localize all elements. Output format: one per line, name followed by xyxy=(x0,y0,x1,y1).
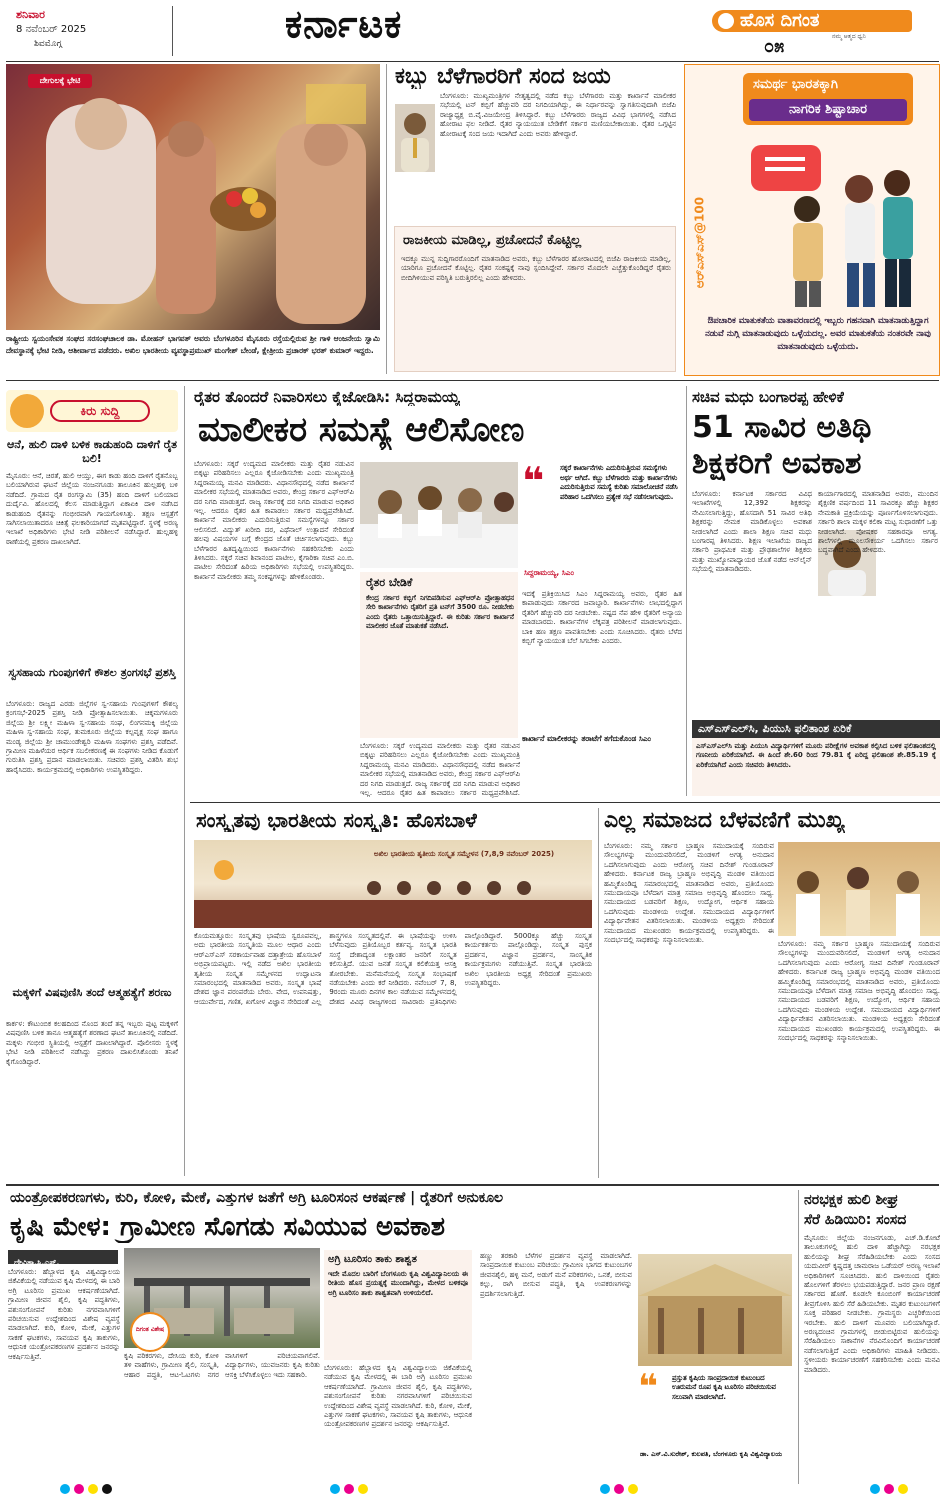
registration-mark-icon xyxy=(74,1484,84,1494)
agri-tourism-box: ಅಗ್ರಿ ಟೂರಿಸಂ ತಾಕು ಶಾಶ್ವತ ಇದೇ ಮೊದಲ ಬಾರಿಗೆ ಬೆಂಗಳೂರು ಕೃಷಿ ವಿಶ್ವವಿದ್ಯಾನಿಲಯ ಈ ರೀತಿಯ ಹೊಸ ಪ್ರಯತ್ನಕ್ಕೆ ಮುಂದಾಗಿದ್ದು, ಮೇಳದ ಬಳಿಕವೂ ಅಗ್ರಿ ಟೂರಿಸಂ ತಾಕು ಶಾಶ್ವತವಾಗಿ ಉಳಿಯಲಿದೆ. xyxy=(324,1250,472,1360)
agri-kicker: ಯಂತ್ರೋಪಕರಣಗಳು, ಕುರಿ, ಕೋಳಿ, ಮೇಕೆ, ಎತ್ತುಗಳ ಜತೆಗೆ ಅಗ್ರಿ ಟೂರಿಸಂನ ಆಕರ್ಷಣೆ | ರೈತರಿಗೆ ಅನುಕೂಲ xyxy=(10,1190,504,1206)
brief1-headline: ಆನೆ, ಹುಲಿ ದಾಳಿ ಬಳಿಕ ಕಾಡುಹಂದಿ ದಾಳಿಗೆ ರೈತ ಬಲಿ! xyxy=(6,438,178,465)
hosabale-headline: ಸಂಸ್ಕೃತವು ಭಾರತೀಯ ಸಂಸ್ಕೃತಿ: ಹೊಸಬಾಳೆ xyxy=(196,808,477,832)
conference-banner: ಅಖಿಲ ಭಾರತೀಯ ತೃತೀಯ ಸಂಸ್ಕೃತ ಸಮ್ಮೇಳನ (7,8,9 ನವೆಂಬರ್ 2025) xyxy=(373,850,555,858)
teachers-body2: ಕಾರ್ಯಾಗಾರದಲ್ಲಿ ಮಾತನಾಡಿದ ಅವರು, ಮುಂದಿನ ಶೈಕ್ಷಣಿಕ ವರ್ಷದಿಂದ 11 ಸಾವಿರಕ್ಕೂ ಹೆಚ್ಚು ಶಿಕ್ಷಕರ ನೇಮಕಾತಿ ಪ್ರಕ್ರಿಯೆಯನ್ನು ಪೂರ್ಣಗೊಳಿಸಲಾಗುವುದು. ಸರ್ಕಾರಿ ಶಾಲಾ ಮಕ್ಕಳ ಕಲಿಕಾ ಮಟ್ಟ ಸುಧಾರಣೆಗೆ ಒತ್ತು ನೀಡಲಾಗಿದೆ. ಪೋಷಕರ ಸಹಕಾರವೂ ಅಗತ್ಯ. ಶಾಲೆಗಳಲ್ಲಿ ಮೂಲಸೌಕರ್ಯ ಒದಗಿಸಲು ಸರ್ಕಾರ ಬದ್ಧವಾಗಿದೆ ಎಂದು ಹೇಳಿದರು. xyxy=(818,490,938,555)
teachers-headline2: ಶಿಕ್ಷಕರಿಗೆ ಅವಕಾಶ xyxy=(692,446,862,481)
registration-mark-icon xyxy=(898,1484,908,1494)
quote-attribution: ಸಿದ್ದರಾಮಯ್ಯ, ಸಿಎಂ xyxy=(524,568,574,577)
quote-mark-icon: ❝ xyxy=(522,459,545,503)
sslc-box: ಎಸ್‌ಎಸ್‌ಎಲ್‌ಸಿ, ಪಿಯುಸಿ ಫಲಿತಾಂಶ ಏರಿಕೆ ಎಸ್‌ಎಸ್‌ಎಲ್‌ಸಿ ಮತ್ತು ಪಿಯುಸಿ ವಿದ್ಯಾರ್ಥಿಗಳಿಗೆ ಮೂರು ಪರೀಕ್ಷೆಗಳ ಅವಕಾಶ ಕಲ್ಪಿಸಿದ ಬಳಿಕ ಫಲಿತಾಂಶದಲ್ಲಿ ಗಣನೀಯ ಏರಿಕೆಯಾಗಿದೆ. ಈ ಹಿಂದೆ ಶೇ.60 ರಿಂದ 79.81 ಕ್ಕೆ ಏರಿದ್ದ ಫಲಿತಾಂಶ ಶೇ.85.19 ಕ್ಕೆ ಏರಿಕೆಯಾಗಿದೆ ಎಂದು ಸಚಿವರು ತಿಳಿಸಿದರು. xyxy=(692,720,940,796)
registration-mark-icon xyxy=(628,1484,638,1494)
cm-col3: ಇದಕ್ಕೆ ಪ್ರತಿಕ್ರಿಯಿಸಿದ ಸಿಎಂ ಸಿದ್ದರಾಮಯ್ಯ ಅವರು, ರೈತರ ಹಿತ ಕಾಪಾಡುವುದು ಸರ್ಕಾರದ ಜವಾಬ್ದಾರಿ. ಕಾರ್ಖಾನೆಗಳು ಲಾಭದಲ್ಲಿದ್ದಾಗ ರೈತರಿಗೆ ಹೆಚ್ಚುವರಿ ದರ ನೀಡಬೇಕು. ನಷ್ಟದ ನೆಪ ಹೇಳಿ ರೈತರಿಗೆ ಅನ್ಯಾಯ ಮಾಡಬಾರದು. ಕಾರ್ಖಾನೆಗಳ ಲೆಕ್ಕಪತ್ರ ಪರಿಶೀಲನೆ ಮಾಡಲಾಗುವುದು. ಬಾಕಿ ಹಣ ತಕ್ಷಣ ಪಾವತಿಸಬೇಕು ಎಂದು ಸೂಚಿಸಿದರು. ರೈತರು ಬೆಳೆದ ಕಬ್ಬಿಗೆ ನ್ಯಾಯಯುತ ಬೆಲೆ ಸಿಗಬೇಕು ಎಂದರು. xyxy=(522,590,682,646)
brahmin-body: ಬೆಂಗಳೂರು: ನಮ್ಮ ಸರ್ಕಾರ ಬ್ರಾಹ್ಮಣ ಸಮುದಾಯಕ್ಕೆ ಸಂದಿರುವ ಸೌಲಭ್ಯಗಳನ್ನು ಮುಂದುವರಿಸಲಿದೆ, ಮಂಡಳಿಗೆ ಅಗತ್ಯ ಅನುದಾನ ಒದಗಿಸಲಾಗುವುದು ಎಂದು ಆರೋಗ್ಯ ಸಚಿವ ದಿನೇಶ್ ಗುಂಡೂರಾವ್ ಹೇಳಿದರು. ಕರ್ನಾಟಕ ರಾಜ್ಯ ಬ್ರಾಹ್ಮಣ ಅಭಿವೃದ್ಧಿ ಮಂಡಳಿ ವತಿಯಿಂದ ಹಮ್ಮಿಕೊಂಡಿದ್ದ ಸಮಾರಂಭದಲ್ಲಿ ಮಾತನಾಡಿದ ಅವರು, ಪ್ರತಿಯೊಂದು ಸಮುದಾಯವೂ ಬೆಳೆದಾಗ ಮಾತ್ರ ಸಮಾಜ ಅಭಿವೃದ್ಧಿ ಹೊಂದಲು ಸಾಧ್ಯ. ಸಮುದಾಯದ ಬಡವರಿಗೆ ಶಿಕ್ಷಣ, ಉದ್ಯೋಗ, ಆರ್ಥಿಕ ಸಹಾಯ ಒದಗಿಸುವುದು ಮಂಡಳಿಯ ಉದ್ದೇಶ. ಸಮುದಾಯದ ವಿದ್ಯಾರ್ಥಿಗಳಿಗೆ ವಿದ್ಯಾರ್ಥಿವೇತನ ವಿತರಿಸಲಾಯಿತು. ಮಂಡಳಿಯ ಅಧ್ಯಕ್ಷರು ಸೇರಿದಂತೆ ಸಮುದಾಯದ ಮುಖಂಡರು ಕಾರ್ಯಕ್ರಮದಲ್ಲಿ ಉಪಸ್ಥಿತರಿದ್ದರು. ಈ ಸಂದರ್ಭದಲ್ಲಿ ಸಾಧಕರನ್ನು ಸನ್ಮಾನಿಸಲಾಯಿತು. xyxy=(604,842,774,945)
agri-byline: ದೇವಿತಾ.ಸಿ.ಎಸ್. xyxy=(8,1250,118,1264)
hut-illustration xyxy=(638,1254,792,1366)
agri-quote-attribution: ಡಾ. ಎಸ್.ವಿ.ಸುರೇಶ್, ಕುಲಪತಿ, ಬೆಂಗಳೂರು ಕೃಷಿ ವಿಶ್ವವಿದ್ಯಾಲಯ xyxy=(640,1450,783,1458)
masthead xyxy=(0,0,945,62)
registration-mark-icon xyxy=(870,1484,880,1494)
paper-logo: ಹೊಸ ದಿಗಂತ ನಮ್ಮ ಆತ್ಮದ ಧ್ವನಿ ೦೫ xyxy=(712,4,912,56)
photo-tag: ದೇಗುಲಕ್ಕೆ ಭೇಟಿ xyxy=(28,74,92,88)
cm-quote: ❝ ಸಕ್ಕರೆ ಕಾರ್ಖಾನೆಗಳು ಎದುರಿಸುತ್ತಿರುವ ಸಮಸ್ಯೆಗಳು ಅರ್ಥ ಆಗಿದೆ. ಕಬ್ಬು ಬೆಳೆಗಾರರು ಮತ್ತು ಕಾರ್ಖಾನೆಗಳು ಎದುರಿಸುತ್ತಿರುವ ಸಮಸ್ಯೆ ಕುರಿತು ಸಮಾಲೋಚನೆ ನಡೆಸಿ ಪರಿಹಾರ ಒದಗಿಸಲು ಪ್ರತ್ಯೇಕ ಸಭೆ ನಡೆಸಲಾಗುವುದು. ಸಿದ್ದರಾಮಯ್ಯ, ಸಿಎಂ xyxy=(522,459,678,577)
agri-headline: ಕೃಷಿ ಮೇಳ: ಗ್ರಾಮೀಣ ಸೊಗಡು ಸವಿಯುವ ಅವಕಾಶ xyxy=(10,1212,445,1242)
lamp-icon xyxy=(718,13,734,29)
agri-mid-2: ಬೆಂಗಳೂರು: ಹೆಬ್ಬಾಳದ ಕೃಷಿ ವಿಶ್ವವಿದ್ಯಾಲಯ ಜಿಕೆವಿಕೆಯಲ್ಲಿ ನಡೆಯುವ ಕೃಷಿ ಮೇಳದಲ್ಲಿ ಈ ಬಾರಿ ಅಗ್ರಿ ಟೂರಿಸಂ ಪ್ರಮುಖ ಆಕರ್ಷಣೆಯಾಗಿದೆ. ಗ್ರಾಮೀಣ ಜೀವನ ಶೈಲಿ, ಕೃಷಿ ಪದ್ಧತಿಗಳು, ಪಶುಸಂಗೋಪನೆ ಕುರಿತು ನಗರವಾಸಿಗಳಿಗೆ ಪರಿಚಯಿಸುವ ಉದ್ದೇಶದಿಂದ ವಿಶೇಷ ವ್ಯವಸ್ಥೆ ಮಾಡಲಾಗಿದೆ. ಕುರಿ, ಕೋಳಿ, ಮೇಕೆ, ಎತ್ತುಗಳ ಸಾಕಣೆ ಘಟಕಗಳು, ಸಾವಯವ ಕೃಷಿ ತಾಕುಗಳು, ಆಧುನಿಕ ಯಂತ್ರೋಪಕರಣಗಳ ಪ್ರದರ್ಶನ ಜನರನ್ನು ಆಕರ್ಷಿಸುತ್ತಿವೆ. xyxy=(324,1364,472,1429)
agri-col3: ಹಣ್ಣು ತರಕಾರಿ ಬೆಳೆಗಳ ಪ್ರದರ್ಶನ ವ್ಯವಸ್ಥೆ ಮಾಡಲಾಗಿದೆ. ಸಾಂಪ್ರದಾಯಿಕ ಕುಟುಂಬ ಪರಿಚಯ: ಗ್ರಾಮೀಣ ಭಾಗದ ಕುಟುಂಬಗಳ ಜೀವನಶೈಲಿ, ಹಳ್ಳಿ ಮನೆ, ಅಡುಗೆ ಮನೆ ಪರಿಕರಗಳು, ಒನಕೆ, ಬೀಸುವ ಕಲ್ಲು, ರಾಗಿ ಬೀಸುವ ಪದ್ಧತಿ, ಕೃಷಿ ಉಪಕರಣಗಳನ್ನು ಪ್ರದರ್ಶಿಸಲಾಗುತ್ತಿದೆ. xyxy=(480,1252,632,1298)
meeting-illustration xyxy=(360,462,518,568)
agri-quote: ❝ ಪ್ರಸ್ತುತ ಕೃಷಿಯ ಸಾಂಪ್ರದಾಯಿಕ ಕುಟುಂಬದ ಊರುಮನೆ ರೂಪ ಕೃಷಿ ಟೂರಿಸಂ ಪರಿಚಯಿಸುವ ಸಲುವಾಗಿ ಮಾಡಲಾಗಿದೆ. ಡಾ. ಎಸ್.ವಿ.ಸುರೇಶ್, ಕುಲಪತಿ, ಬೆಂಗಳೂರು ಕೃಷಿ ವಿಶ್ವವಿದ್ಯಾಲಯ xyxy=(638,1370,792,1480)
page-number: ೦೫ xyxy=(764,36,785,57)
brief1-body: ಮೈಸೂರು: ಆನೆ, ಚಿರತೆ, ಹುಲಿ ಆಯ್ತು, ಈಗ ಕಾಡು ಹಂದಿ ದಾಳಿಗೆ ರೈತನೊಬ್ಬ ಬಲಿಯಾಗಿರುವ ಘಟನೆ ಜಿಲ್ಲೆಯ ನಂಜನಗೂಡು ತಾಲೂಕಿನ ಹುಲ್ಲಹಳ್ಳಿ ಬಳಿ ನಡೆದಿದೆ. ಗ್ರಾಮದ ರೈತ ರಂಗಸ್ವಾಮಿ (35) ಹಂದಿ ದಾಳಿಗೆ ಬಲಿಯಾದ ದುರ್ದೈವಿ. ಹೊಲದಲ್ಲಿ ಕೆಲಸ ಮಾಡುತ್ತಿದ್ದಾಗ ಏಕಾಏಕಿ ದಾಳಿ ನಡೆಸಿದ ಕಾಡುಹಂದಿ ರೈತನನ್ನು ಗಂಭೀರವಾಗಿ ಗಾಯಗೊಳಿಸಿತ್ತು. ತಕ್ಷಣ ಆಸ್ಪತ್ರೆಗೆ ಸಾಗಿಸಲಾಯಿತಾದರೂ ಚಿಕಿತ್ಸೆ ಫಲಕಾರಿಯಾಗದೆ ಮೃತಪಟ್ಟಿದ್ದಾರೆ. ಸ್ಥಳಕ್ಕೆ ಅರಣ್ಯ ಇಲಾಖೆ ಅಧಿಕಾರಿಗಳು ಭೇಟಿ ನೀಡಿ ಪರಿಶೀಲನೆ ನಡೆಸಿದ್ದಾರೆ. ಹುಲ್ಲಹಳ್ಳಿ ಠಾಣೆಯಲ್ಲಿ ಪ್ರಕರಣ ದಾಖಲಾಗಿದೆ. xyxy=(6,472,178,546)
thatched-hut-photo xyxy=(638,1254,792,1366)
kirusuddi-column xyxy=(6,386,178,1176)
issue-date: 8 ನವೆಂಬರ್ 2025 xyxy=(16,24,87,35)
registration-mark-icon xyxy=(88,1484,98,1494)
registration-mark-icon xyxy=(884,1484,894,1494)
sanskrit-conference-photo xyxy=(194,840,592,928)
brief3-body: ಕಾರ್ಕಳ: ಕೌಟುಂಬಿಕ ಕಲಹದಿಂದ ನೊಂದ ತಂದೆ ತನ್ನ ಇಬ್ಬರು ಪುಟ್ಟ ಮಕ್ಕಳಿಗೆ ವಿಷವುಣಿಸಿ ಬಳಿಕ ತಾನೂ ಆತ್ಮಹತ್ಯೆಗೆ ಶರಣಾದ ಘಟನೆ ತಾಲೂಕಿನಲ್ಲಿ ನಡೆದಿದೆ. ಮಕ್ಕಳು ಗಂಭೀರ ಸ್ಥಿತಿಯಲ್ಲಿ ಆಸ್ಪತ್ರೆಗೆ ದಾಖಲಾಗಿದ್ದಾರೆ. ಪೊಲೀಸರು ಸ್ಥಳಕ್ಕೆ ಭೇಟಿ ನೀಡಿ ಪರಿಶೀಲನೆ ನಡೆಸಿದ್ದು ಪ್ರಕರಣ ದಾಖಲಿಸಿಕೊಂಡು ತನಿಖೆ ಕೈಗೊಂಡಿದ್ದಾರೆ. xyxy=(6,1020,178,1066)
registration-mark-icon xyxy=(60,1484,70,1494)
civic-etiquette-promo xyxy=(684,64,940,376)
person-icon xyxy=(395,104,435,172)
kirusuddi-logo: ಕಿರು ಸುದ್ದಿ xyxy=(6,390,178,432)
cm-kicker: ರೈತರ ತೊಂದರೆ ನಿವಾರಿಸಲು ಕೈಜೋಡಿಸಿ: ಸಿದ್ದರಾಮಯ್ಯ xyxy=(194,388,461,406)
promo-text: ಔಪಚಾರಿಕ ಮಾತುಕತೆಯ ವಾತಾವರಣದಲ್ಲಿ ಇಬ್ಬರು ಗಹನವಾಗಿ ಮಾತನಾಡುತ್ತಿದ್ದಾಗ ನಡುವೆ ನುಗ್ಗಿ ಮಾತನಾಡುವುದು ಒಳ್ಳೆಯದಲ್ಲ. ಅವರ ಮಾತುಕತೆಯ ನಂತರವೇ ನಾವು ಮಾತನಾಡುವುದು ಒಳ್ಳೆಯದು. xyxy=(705,316,931,352)
felicitation-photo xyxy=(778,842,940,936)
sugarcane-headline: ಕಬ್ಬು ಬೆಳೆಗಾರರಿಗೆ ಸಂದ ಜಯ xyxy=(395,64,611,89)
felicitation-illustration xyxy=(778,842,940,936)
teachers-headline1: 51 ಸಾವಿರ ಅತಿಥಿ xyxy=(692,410,872,445)
sugarcane-subheadline: ರಾಜಕೀಯ ಮಾಡಿಲ್ಲ, ಪ್ರಚೋದನೆ ಕೊಟ್ಟಿಲ್ಲ xyxy=(403,233,582,248)
brief2-body: ಬೆಂಗಳೂರು: ರಾಜ್ಯದ ಎರಡು ಜಿಲ್ಲೆಗಳ ಸ್ವ-ಸಹಾಯ ಗುಂಪುಗಳಿಗೆ ಕೌಶಲ್ಯ ಕ್ರಂಗಸಭೆ-2025 ಪ್ರಶಸ್ತಿ ನೀಡಿ ಪ್ರೋತ್ಸಾಹಿಸಲಾಯಿತು. ಚಿಕ್ಕಮಗಳೂರು ಜಿಲ್ಲೆಯ ಶ್ರೀ ಲಕ್ಷ್ಮೀ ಮಹಿಳಾ ಸ್ವ-ಸಹಾಯ ಸಂಘ, ಲಿಂಗನಮಕ್ಕಿ ಜಿಲ್ಲೆಯ ಮಹಿಳಾ ಸ್ವ-ಸಹಾಯ ಸಂಘ, ತುಮಕೂರು ಜಿಲ್ಲೆಯ ಕಲ್ಪವೃಕ್ಷ ಸಂಘ ಹಾಗೂ ಮಂಡ್ಯ ಜಿಲ್ಲೆಯ ಶ್ರೀ ಚಾಮುಂಡೇಶ್ವರಿ ಮಹಿಳಾ ಸಂಘಗಳು ಪ್ರಶಸ್ತಿ ಪಡೆದಿವೆ. ಗ್ರಾಮೀಣ ಮಹಿಳೆಯರ ಆರ್ಥಿಕ ಸಬಲೀಕರಣಕ್ಕೆ ಈ ಸಂಘಗಳು ನೀಡಿದ ಕೊಡುಗೆ ಗುರುತಿಸಿ ಪ್ರಶಸ್ತಿ ಪ್ರದಾನ ಮಾಡಲಾಯಿತು. ಸಚಿವರು ಪ್ರಶಸ್ತಿ ವಿತರಿಸಿ ಶುಭ ಹಾರೈಸಿದರು. ಕಾರ್ಯಕ್ರಮದಲ್ಲಿ ಅಧಿಕಾರಿಗಳು ಉಪಸ್ಥಿತರಿದ್ದರು. xyxy=(6,700,178,774)
brief2-headline: ಸ್ವಸಹಾಯ ಗುಂಪುಗಳಿಗೆ ಕೌಶಲ ತ್ರಂಗಸಭೆ ಪ್ರಶಸ್ತಿ xyxy=(8,666,176,679)
registration-mark-icon xyxy=(344,1484,354,1494)
quote-mark-icon: ❝ xyxy=(638,1367,658,1407)
sugarcane-body: ಬೆಂಗಳೂರು: ಮುಖ್ಯಮಂತ್ರಿಗಳ ನೇತೃತ್ವದಲ್ಲಿ ನಡೆದ ಕಬ್ಬು ಬೆಳೆಗಾರರು ಮತ್ತು ಕಾರ್ಖಾನೆ ಮಾಲೀಕರ ಸಭೆಯಲ್ಲಿ ಟನ್‌ ಕಬ್ಬಿಗೆ ಹೆಚ್ಚುವರಿ ದರ ನಿಗದಿಯಾಗಿದ್ದು, ಈ ನಿರ್ಧಾರವನ್ನು ಸ್ವಾಗತಿಸುವುದಾಗಿ ಬಿಜೆಪಿ ರಾಜ್ಯಾಧ್ಯಕ್ಷ ಬಿ.ವೈ.ವಿಜಯೇಂದ್ರ ತಿಳಿಸಿದ್ದಾರೆ. ಕಬ್ಬು ಬೆಳೆಗಾರರು ರಾಜ್ಯದ ವಿವಿಧ ಭಾಗಗಳಲ್ಲಿ ನಡೆಸಿದ ಹೋರಾಟ ಫಲ ನೀಡಿದೆ. ರೈತರ ನ್ಯಾಯಯುತ ಬೇಡಿಕೆಗೆ ಸರ್ಕಾರ ಮಣಿಯಬೇಕಾಯಿತು. ರೈತರ ಒಗ್ಗಟ್ಟಿನ ಹೋರಾಟಕ್ಕೆ ಸಂದ ಜಯ ಇದಾಗಿದೆ ಎಂದು ಅವರು ಹೇಳಿದ್ದಾರೆ. xyxy=(440,92,676,138)
sugarcane-subbody: ಇದಕ್ಕೂ ಮುನ್ನ ಸುದ್ದಿಗಾರರೊಂದಿಗೆ ಮಾತನಾಡಿದ ಅವರು, ಕಬ್ಬು ಬೆಳೆಗಾರರ ಹೋರಾಟದಲ್ಲಿ ಬಿಜೆಪಿ ರಾಜಕೀಯ ಮಾಡಿಲ್ಲ, ಯಾರಿಗೂ ಪ್ರಚೋದನೆ ಕೊಟ್ಟಿಲ್ಲ. ರೈತರ ಸಂಕಷ್ಟಕ್ಕೆ ನಾವು ಸ್ಪಂದಿಸಿದ್ದೇವೆ. ಸರ್ಕಾರ ಮೊದಲೇ ಎಚ್ಚೆತ್ತುಕೊಂಡಿದ್ದರೆ ರೈತರು ಬೀದಿಗಿಳಿಯುವ ಪರಿಸ್ಥಿತಿ ಬರುತ್ತಿರಲಿಲ್ಲ ಎಂದು ಹೇಳಿದರು. xyxy=(401,255,671,282)
section-title: ಕರ್ನಾಟಕ xyxy=(285,2,403,46)
registration-mark-icon xyxy=(600,1484,610,1494)
brief3-headline: ಮಕ್ಕಳಿಗೆ ವಿಷವುಣಿಸಿ ತಂದೆ ಆತ್ಮಹತ್ಯೆಗೆ ಶರಣು xyxy=(12,986,172,999)
conversation-illustration xyxy=(741,139,921,309)
promo-title-banner: ಸಮರ್ಥ ಭಾರತಕ್ಕಾಗಿ ನಾಗರಿಕ ಶಿಷ್ಟಾಚಾರ xyxy=(743,73,913,125)
cm-body-end: ಬೆಂಗಳೂರು: ಸಕ್ಕರೆ ಉದ್ಯಮದ ಮಾಲೀಕರು ಮತ್ತು ರೈತರ ನಡುವಿನ ಬಿಕ್ಕಟ್ಟು ಪರಿಹರಿಸಲು ಎಲ್ಲರೂ ಕೈಜೋಡಿಸಬೇಕು ಎಂದು ಮುಖ್ಯಮಂತ್ರಿ ಸಿದ್ದರಾಮಯ್ಯ ಮನವಿ ಮಾಡಿದರು. ವಿಧಾನಸೌಧದಲ್ಲಿ ನಡೆದ ಕಾರ್ಖಾನೆ ಮಾಲೀಕರ ಸಭೆಯಲ್ಲಿ ಮಾತನಾಡಿದ ಅವರು, ಕೇಂದ್ರ ಸರ್ಕಾರ ಎಫ್‌ಆರ್‌ಪಿ ದರ ನಿಗದಿ ಮಾಡುತ್ತದೆ. ರಾಜ್ಯ ಸರ್ಕಾರಕ್ಕೆ ದರ ನಿಗದಿ ಮಾಡುವ ಅಧಿಕಾರ ಇಲ್ಲ. ಆದರೂ ರೈತರ ಹಿತ ಕಾಪಾಡಲು ಸರ್ಕಾರ ಮಧ್ಯಪ್ರವೇಶಿಸಿದೆ. xyxy=(360,742,520,798)
stage-illustration xyxy=(194,840,592,928)
cm-subhead: ಕಾರ್ಖಾನೆ ಮಾಲೀಕರನ್ನು ತರಾಟೆಗೆ ತಗೆದುಕೊಂಡ ಸಿಎಂ xyxy=(522,734,651,743)
brahmin-headline: ಎಲ್ಲ ಸಮಾಜದ ಬೆಳವಣಿಗೆ ಮುಖ್ಯ xyxy=(604,808,845,833)
digantha-special-logo: ದಿಗಂತ ವಿಶೇಷ xyxy=(130,1312,170,1352)
agri-mid: ಕೃಷಿ ಪರಿಕರಗಳು, ದೇಸಿಯ ಕುರಿ, ಕೋಳಿ ತಳಿ ವಾಹೆಗಳು, ಗ್ರಾಮೀಣ ಶೈಲಿ, ಸಂಸ್ಕೃತಿ, ಆಹಾರ ಪದ್ಧತಿ, ಆಟ-ಓಟಗಳು ನಗರ ವಾಸಿಗಳಿಗೆ ಪರಿಚಯವಾಗಲಿವೆ. ವಿದ್ಯಾರ್ಥಿಗಳು, ಯುವಜನರು ಕೃಷಿ ಕುರಿತು ಆಸಕ್ತಿ ಬೆಳೆಸಿಕೊಳ್ಳಲು ಇದು ಸಹಕಾರಿ. xyxy=(124,1352,320,1379)
issue-day: ಶನಿವಾರ xyxy=(16,8,45,21)
agri-body: ಬೆಂಗಳೂರು: ಹೆಬ್ಬಾಳದ ಕೃಷಿ ವಿಶ್ವವಿದ್ಯಾಲಯ ಜಿಕೆವಿಕೆಯಲ್ಲಿ ನಡೆಯುವ ಕೃಷಿ ಮೇಳದಲ್ಲಿ ಈ ಬಾರಿ ಅಗ್ರಿ ಟೂರಿಸಂ ಪ್ರಮುಖ ಆಕರ್ಷಣೆಯಾಗಿದೆ. ಗ್ರಾಮೀಣ ಜೀವನ ಶೈಲಿ, ಕೃಷಿ ಪದ್ಧತಿಗಳು, ಪಶುಸಂಗೋಪನೆ ಕುರಿತು ನಗರವಾಸಿಗಳಿಗೆ ಪರಿಚಯಿಸುವ ಉದ್ದೇಶದಿಂದ ವಿಶೇಷ ವ್ಯವಸ್ಥೆ ಮಾಡಲಾಗಿದೆ. ಕುರಿ, ಕೋಳಿ, ಮೇಕೆ, ಎತ್ತುಗಳ ಸಾಕಣೆ ಘಟಕಗಳು, ಸಾವಯವ ಕೃಷಿ ತಾಕುಗಳು, ಆಧುನಿಕ ಯಂತ್ರೋಪಕರಣಗಳ ಪ್ರದರ್ಶನ ಜನರನ್ನು ಆಕರ್ಷಿಸುತ್ತಿವೆ. xyxy=(8,1268,120,1361)
cm-body: ಬೆಂಗಳೂರು: ಸಕ್ಕರೆ ಉದ್ಯಮದ ಮಾಲೀಕರು ಮತ್ತು ರೈತರ ನಡುವಿನ ಬಿಕ್ಕಟ್ಟು ಪರಿಹರಿಸಲು ಎಲ್ಲರೂ ಕೈಜೋಡಿಸಬೇಕು ಎಂದು ಮುಖ್ಯಮಂತ್ರಿ ಸಿದ್ದರಾಮಯ್ಯ ಮನವಿ ಮಾಡಿದರು. ವಿಧಾನಸೌಧದಲ್ಲಿ ನಡೆದ ಕಾರ್ಖಾನೆ ಮಾಲೀಕರ ಸಭೆಯಲ್ಲಿ ಮಾತನಾಡಿದ ಅವರು, ಕೇಂದ್ರ ಸರ್ಕಾರ ಎಫ್‌ಆರ್‌ಪಿ ದರ ನಿಗದಿ ಮಾಡುತ್ತದೆ. ರಾಜ್ಯ ಸರ್ಕಾರಕ್ಕೆ ದರ ನಿಗದಿ ಮಾಡುವ ಅಧಿಕಾರ ಇಲ್ಲ. ಆದರೂ ರೈತರ ಹಿತ ಕಾಪಾಡಲು ಸರ್ಕಾರ ಮಧ್ಯಪ್ರವೇಶಿಸಿದೆ. ಕಾರ್ಖಾನೆ ಮಾಲೀಕರು ಎದುರಿಸುತ್ತಿರುವ ಸಮಸ್ಯೆಗಳನ್ನೂ ಸರ್ಕಾರ ಆಲಿಸಲಿದೆ. ವಿದ್ಯುತ್ ಖರೀದಿ ದರ, ಎಥೆನಾಲ್ ಉತ್ಪಾದನೆ ಸೇರಿದಂತೆ ಹಲವು ವಿಷಯಗಳ ಬಗ್ಗೆ ಕೇಂದ್ರದ ಜೊತೆ ಚರ್ಚಿಸಲಾಗುವುದು. ಕಬ್ಬು ಬೆಳೆಗಾರರ ಹಿತದೃಷ್ಟಿಯಿಂದ ಕಾರ್ಖಾನೆಗಳು ಸಹಕರಿಸಬೇಕು ಎಂದು ತಿಳಿಸಿದರು. ಸಕ್ಕರೆ ಸಚಿವ ಶಿವಾನಂದ ಪಾಟೀಲ, ಕೈಗಾರಿಕಾ ಸಚಿವ ಎಂ.ಬಿ. ಪಾಟೀಲ ಸೇರಿದಂತೆ ಹಿರಿಯ ಅಧಿಕಾರಿಗಳು ಸಭೆಯಲ್ಲಿ ಉಪಸ್ಥಿತರಿದ್ದರು. ಕಾರ್ಖಾನೆ ಮಾಲೀಕರು ತಮ್ಮ ಸಂಕಷ್ಟಗಳನ್ನು ಹೇಳಿಕೊಂಡರು. xyxy=(194,460,354,581)
meeting-photo xyxy=(360,462,518,568)
registration-mark-icon xyxy=(614,1484,624,1494)
politician-photo xyxy=(395,104,435,172)
pointing-hand-icon xyxy=(10,394,44,428)
cm-headline: ಮಾಲೀಕರ ಸಮಸ್ಯೆ ಆಲಿಸೋಣ xyxy=(198,410,525,450)
registration-mark-icon xyxy=(102,1484,112,1494)
edition-city: ಶಿವಮೊಗ್ಗ xyxy=(34,39,62,49)
temple-visit-illustration xyxy=(6,64,380,330)
lead-photo xyxy=(6,64,380,330)
sugarcane-subbox xyxy=(394,226,676,372)
teachers-kicker: ಸಚಿವ ಮಧು ಬಂಗಾರಪ್ಪ ಹೇಳಿಕೆ xyxy=(692,388,844,406)
tiger-headline1: ನರಭಕ್ಷಕ ಹುಲಿ ಶೀಘ್ರ xyxy=(804,1192,899,1208)
tiger-body: ಮೈಸೂರು: ಜಿಲ್ಲೆಯ ನಂಜನಗೂಡು, ಎಚ್.ಡಿ.ಕೋಟೆ ತಾಲೂಕುಗಳಲ್ಲಿ ಹುಲಿ ದಾಳಿ ಹೆಚ್ಚಾಗಿದ್ದು ನರಭಕ್ಷಕ ಹುಲಿಯನ್ನು ಶೀಘ್ರ ಸೆರೆಹಿಡಿಯಬೇಕು ಎಂದು ಸಂಸದ ಯದುವೀರ್ ಕೃಷ್ಣದತ್ತ ಚಾಮರಾಜ ಒಡೆಯರ್ ಅರಣ್ಯ ಇಲಾಖೆ ಅಧಿಕಾರಿಗಳಿಗೆ ಸೂಚಿಸಿದರು. ಹುಲಿ ದಾಳಿಯಿಂದ ರೈತರು ಹೊಲಗಳಿಗೆ ತೆರಳಲು ಭಯಪಡುತ್ತಿದ್ದಾರೆ. ಜನರ ಪ್ರಾಣ ರಕ್ಷಣೆ ಸರ್ಕಾರದ ಹೊಣೆ. ಕೂಡಲೇ ಕೂಂಬಿಂಗ್ ಕಾರ್ಯಾಚರಣೆ ತೀವ್ರಗೊಳಿಸಿ ಹುಲಿ ಸೆರೆ ಹಿಡಿಯಬೇಕು. ಮೃತರ ಕುಟುಂಬಗಳಿಗೆ ಸೂಕ್ತ ಪರಿಹಾರ ನೀಡಬೇಕು. ಗ್ರಾಮಸ್ಥರು ಎಚ್ಚರಿಕೆಯಿಂದ ಇರಬೇಕು. ಹುಲಿ ದಾಳಿಗೆ ಮೂವರು ಬಲಿಯಾಗಿದ್ದಾರೆ. ಅರಣ್ಯದಂಚಿನ ಗ್ರಾಮಗಳಲ್ಲಿ ಬೀಡುಬಿಟ್ಟಿರುವ ಹುಲಿಯನ್ನು ಸೆರೆಹಿಡಿಯಲು ಸಾಕಾನೆಗಳ ನೆರವಿನೊಂದಿಗೆ ಕಾರ್ಯಾಚರಣೆ ನಡೆಸಲಾಗುತ್ತಿದೆ ಎಂದು ಅಧಿಕಾರಿಗಳು ಮಾಹಿತಿ ನೀಡಿದರು. ಸ್ಥಳೀಯರು ಕಾರ್ಯಾಚರಣೆಗೆ ಸಹಕರಿಸಬೇಕು ಎಂದು ಮನವಿ ಮಾಡಿದರು. xyxy=(804,1234,940,1374)
cm-farmers-box: ರೈತರ ಬೇಡಿಕೆ ಕೇಂದ್ರ ಸರ್ಕಾರ ಕಬ್ಬಿಗೆ ನಿಗದಿಪಡಿಸುವ ಎಫ್‌ಆರ್‌ಪಿ ಪ್ರೋತ್ಸಾಹಧನ ಸೇರಿ ಕಾರ್ಖಾನೆಗಳು ರೈತರಿಗೆ ಪ್ರತಿ ಟನ್‌ಗೆ 3500 ರೂ. ನೀಡಬೇಕು ಎಂದು ರೈತರು ಒತ್ತಾಯಿಸುತ್ತಿದ್ದಾರೆ. ಈ ಕುರಿತು ಸರ್ಕಾರ ಕಾರ್ಖಾನೆ ಮಾಲೀಕರ ಜೊತೆ ಮಾತುಕತೆ ನಡೆಸಿದೆ. xyxy=(360,572,518,738)
promo-side-label: ಆರ್‌ಎಸ್‌ಎಸ್@100 xyxy=(692,196,707,289)
hosabale-body: ಕೊಯಮತ್ತೂರು: ಸಂಸ್ಕೃತವು ಭಾಷೆಯ ಸ್ವರೂಪವಲ್ಲ, ಅದು ಭಾರತೀಯ ಸಂಸ್ಕೃತಿಯ ಮೂಲ ಆಧಾರ ಎಂದು ಆರ್‌ಎಸ್‌ಎಸ್ ಸರಕಾರ್ಯವಾಹ ದತ್ತಾತ್ರೇಯ ಹೊಸಬಾಳೆ ಅಭಿಪ್ರಾಯಪಟ್ಟರು. ಇಲ್ಲಿ ನಡೆದ ಅಖಿಲ ಭಾರತೀಯ ತೃತೀಯ ಸಂಸ್ಕೃತ ಸಮ್ಮೇಳನದ ಉದ್ಘಾಟನಾ ಸಮಾರಂಭದಲ್ಲಿ ಮಾತನಾಡಿದ ಅವರು, ಸಂಸ್ಕೃತ ಭಾಷೆ ದೇಶದ ಜ್ಞಾನ ಪರಂಪರೆಯ ಬೇರು. ವೇದ, ಉಪನಿಷತ್ತು, ಆಯುರ್ವೇದ, ಗಣಿತ, ಖಗೋಳ ವಿಜ್ಞಾನ ಸೇರಿದಂತೆ ಎಲ್ಲ ಶಾಸ್ತ್ರಗಳೂ ಸಂಸ್ಕೃತದಲ್ಲಿವೆ. ಈ ಭಾಷೆಯನ್ನು ಉಳಿಸಿ ಬೆಳೆಸುವುದು ಪ್ರತಿಯೊಬ್ಬರ ಕರ್ತವ್ಯ. ಸಂಸ್ಕೃತ ಭಾರತಿ ಸಂಸ್ಥೆ ದೇಶಾದ್ಯಂತ ಲಕ್ಷಾಂತರ ಜನರಿಗೆ ಸಂಸ್ಕೃತ ಕಲಿಸುತ್ತಿದೆ. ಯುವ ಜನತೆ ಸಂಸ್ಕೃತ ಕಲಿಕೆಯತ್ತ ಆಸಕ್ತಿ ತೋರಬೇಕು. ಮನೆಮನೆಯಲ್ಲಿ ಸಂಸ್ಕೃತ ಸಂಭಾಷಣೆ ನಡೆಯಬೇಕು ಎಂದು ಕರೆ ನೀಡಿದರು. ನವೆಂಬರ್ 7, 8, 9ರಂದು ಮೂರು ದಿನಗಳ ಕಾಲ ನಡೆಯುವ ಸಮ್ಮೇಳನದಲ್ಲಿ ದೇಶದ ವಿವಿಧ ರಾಜ್ಯಗಳಿಂದ ಸಾವಿರಾರು ಪ್ರತಿನಿಧಿಗಳು ಪಾಲ್ಗೊಂಡಿದ್ದಾರೆ. 5000ಕ್ಕೂ ಹೆಚ್ಚು ಸಂಸ್ಕೃತ ಕಾರ್ಯಕರ್ತರು ಪಾಲ್ಗೊಂಡಿದ್ದು, ಸಂಸ್ಕೃತ ಪುಸ್ತಕ ಪ್ರದರ್ಶನ, ವಿಜ್ಞಾನ ಪ್ರದರ್ಶನ, ಸಾಂಸ್ಕೃತಿಕ ಕಾರ್ಯಕ್ರಮಗಳು ನಡೆಯುತ್ತಿವೆ. ಸಂಸ್ಕೃತ ಭಾರತಿಯ ಅಖಿಲ ಭಾರತೀಯ ಅಧ್ಯಕ್ಷ ಸೇರಿದಂತೆ ಪ್ರಮುಖರು ಉಪಸ್ಥಿತರಿದ್ದರು. xyxy=(194,932,592,1006)
registration-mark-icon xyxy=(330,1484,340,1494)
teachers-body: ಬೆಂಗಳೂರು: ಕರ್ನಾಟಕ ಸರ್ಕಾರದ ವಿವಿಧ ಇಲಾಖೆಗಳಲ್ಲಿ 12,392 ಶಿಕ್ಷಕರನ್ನು ನೇಮಿಸಲಾಗುತ್ತಿದ್ದು, ಹೊಸದಾಗಿ 51 ಸಾವಿರ ಅತಿಥಿ ಶಿಕ್ಷಕರನ್ನು ನೇಮಕ ಮಾಡಿಕೊಳ್ಳಲು ಅವಕಾಶ ನೀಡಲಾಗಿದೆ ಎಂದು ಶಾಲಾ ಶಿಕ್ಷಣ ಸಚಿವ ಮಧು ಬಂಗಾರಪ್ಪ ತಿಳಿಸಿದರು. ಶಿಕ್ಷಣ ಇಲಾಖೆಯ ರಾಜ್ಯದ ಸರ್ಕಾರಿ ಪ್ರಾಥಮಿಕ ಮತ್ತು ಪ್ರೌಢಶಾಲೆಗಳ ಶಿಕ್ಷಕರು ಮತ್ತು ಮುಖ್ಯೋಪಾಧ್ಯಾಯರ ಜೊತೆ ನಡೆದ ಆನ್‌ಲೈನ್ ಸಭೆಯಲ್ಲಿ ಮಾತನಾಡಿದರು. xyxy=(692,490,812,574)
lead-photo-caption: ರಾಷ್ಟ್ರೀಯ ಸ್ವಯಂಸೇವಕ ಸಂಘದ ಸರಸಂಘಚಾಲಕ ಡಾ. ಮೋಹನ್ ಭಾಗವತ್ ಅವರು ಬೆಂಗಳೂರಿನ ಮೈಸೂರು ರಸ್ತೆಯಲ್ಲಿರುವ ಶ್ರೀ ಗಾಳಿ ಆಂಜನೇಯ ಸ್ವಾಮಿ ದೇವಸ್ಥಾನಕ್ಕೆ ಭೇಟಿ ನೀಡಿ, ಆಶೀರ್ವಾದ ಪಡೆದರು. ಅಖಿಲ ಭಾರತೀಯ ವ್ಯವಸ್ಥಾಪ್ರಮುಖ್ ಮಂಗೇಶ್ ಬೇಂಡೆ, ಕ್ಷೇತ್ರೀಯ ಪ್ರಚಾರಕ್ ಭರತ್ ಕುಮಾರ್ ಇದ್ದರು. xyxy=(6,334,380,355)
tiger-headline2: ಸೆರೆ ಹಿಡಿಯಿರಿ: ಸಂಸದ xyxy=(804,1212,907,1228)
registration-mark-icon xyxy=(358,1484,368,1494)
brahmin-body-2: ಬೆಂಗಳೂರು: ನಮ್ಮ ಸರ್ಕಾರ ಬ್ರಾಹ್ಮಣ ಸಮುದಾಯಕ್ಕೆ ಸಂದಿರುವ ಸೌಲಭ್ಯಗಳನ್ನು ಮುಂದುವರಿಸಲಿದೆ, ಮಂಡಳಿಗೆ ಅಗತ್ಯ ಅನುದಾನ ಒದಗಿಸಲಾಗುವುದು ಎಂದು ಆರೋಗ್ಯ ಸಚಿವ ದಿನೇಶ್ ಗುಂಡೂರಾವ್ ಹೇಳಿದರು. ಕರ್ನಾಟಕ ರಾಜ್ಯ ಬ್ರಾಹ್ಮಣ ಅಭಿವೃದ್ಧಿ ಮಂಡಳಿ ವತಿಯಿಂದ ಹಮ್ಮಿಕೊಂಡಿದ್ದ ಸಮಾರಂಭದಲ್ಲಿ ಮಾತನಾಡಿದ ಅವರು, ಪ್ರತಿಯೊಂದು ಸಮುದಾಯವೂ ಬೆಳೆದಾಗ ಮಾತ್ರ ಸಮಾಜ ಅಭಿವೃದ್ಧಿ ಹೊಂದಲು ಸಾಧ್ಯ. ಸಮುದಾಯದ ಬಡವರಿಗೆ ಶಿಕ್ಷಣ, ಉದ್ಯೋಗ, ಆರ್ಥಿಕ ಸಹಾಯ ಒದಗಿಸುವುದು ಮಂಡಳಿಯ ಉದ್ದೇಶ. ಸಮುದಾಯದ ವಿದ್ಯಾರ್ಥಿಗಳಿಗೆ ವಿದ್ಯಾರ್ಥಿವೇತನ ವಿತರಿಸಲಾಯಿತು. ಮಂಡಳಿಯ ಅಧ್ಯಕ್ಷರು ಸೇರಿದಂತೆ ಸಮುದಾಯದ ಮುಖಂಡರು ಕಾರ್ಯಕ್ರಮದಲ್ಲಿ ಉಪಸ್ಥಿತರಿದ್ದರು. ಈ ಸಂದರ್ಭದಲ್ಲಿ ಸಾಧಕರನ್ನು ಸನ್ಮಾನಿಸಲಾಯಿತು. xyxy=(778,940,940,1043)
